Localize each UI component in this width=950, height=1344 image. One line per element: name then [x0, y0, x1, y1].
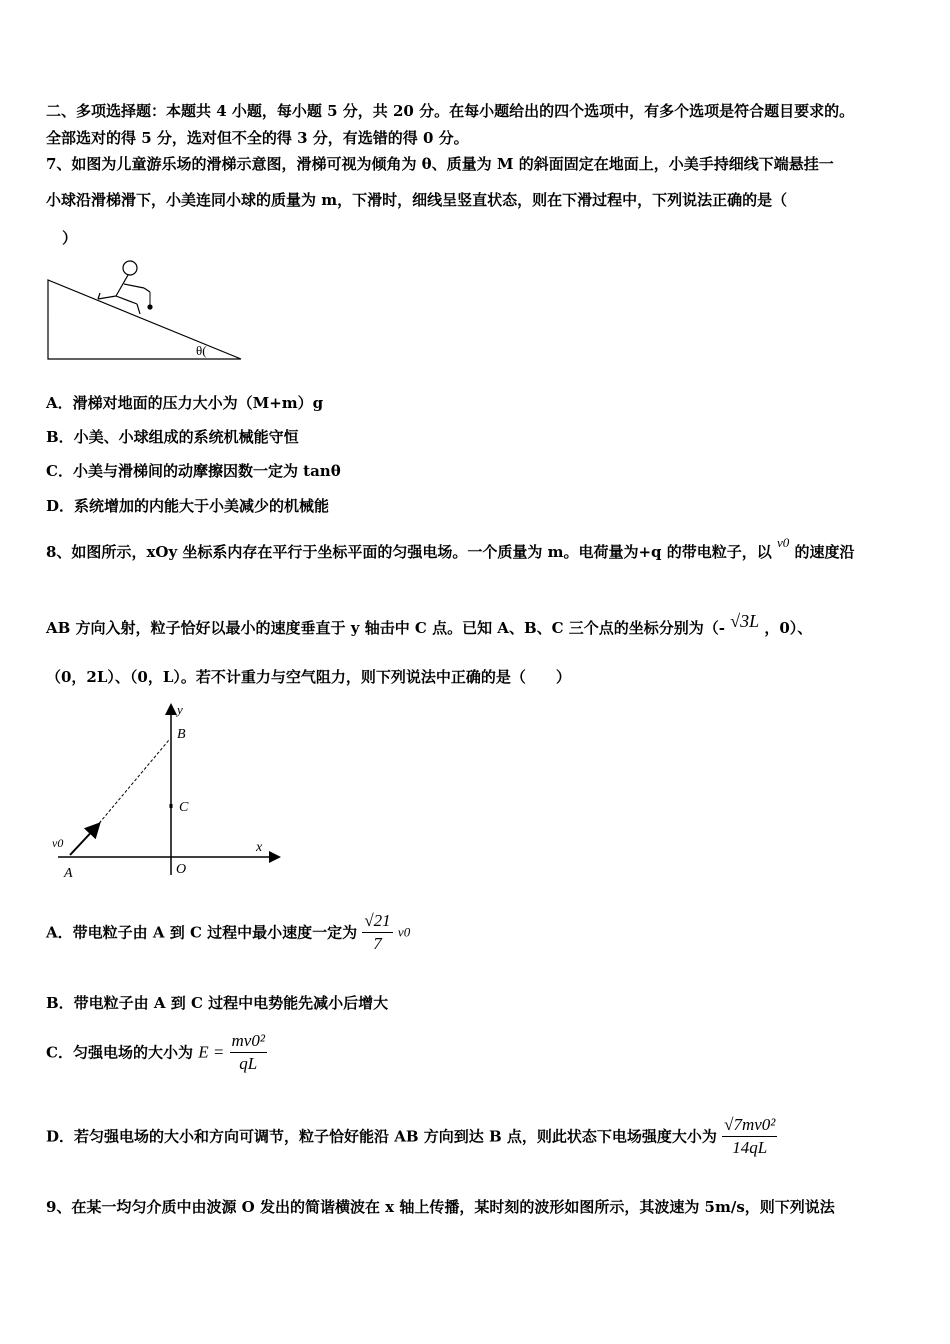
label-y: y: [177, 702, 183, 717]
q8-sqrt3L: √3L: [730, 611, 760, 631]
q8-line1-text-a: 8、如图所示，xOy 坐标系内存在平行于坐标平面的匀强电场。一个质量为 m。电荷量为+q 的带电粒子，以: [46, 543, 772, 561]
velocity-arrow: [70, 825, 98, 855]
q8-coordinate-figure: [48, 700, 288, 885]
q8-option-c-numerator: mv0²: [230, 1030, 267, 1053]
q8-option-a-fraction: [362, 910, 392, 955]
q8-option-c-text: C．匀强电场的大小为: [46, 1043, 193, 1062]
label-v0: v0: [52, 836, 64, 850]
q8-option-d-denominator: 14qL: [732, 1138, 768, 1157]
q7-option-b: B．小美、小球组成的系统机械能守恒: [46, 428, 299, 446]
path-AB-dashed: [96, 740, 169, 827]
q8-option-c-denominator: qL: [239, 1054, 258, 1073]
label-A: A: [64, 866, 73, 881]
q8-option-c-lhs: E =: [198, 1042, 225, 1062]
q7-stem-line1: 7、如图为儿童游乐场的滑梯示意图，滑梯可视为倾角为 θ、质量为 M 的斜面固定在地面上，小美手持细线下端悬挂一: [46, 155, 834, 173]
q8-line2-text-a: AB 方向入射，粒子恰好以最小的速度垂直于 y 轴击中 C 点。已知 A、B、C 三个点的坐标分别为（-: [46, 619, 726, 637]
q7-angle-label: θ(: [196, 343, 207, 358]
q9-stem-line1: 9、在某一均匀介质中由波源 O 发出的简谐横波在 x 轴上传播，某时刻的波形如图所示，其波速为 5m/s，则下列说法: [46, 1198, 835, 1216]
q8-option-a-v0: v0: [397, 924, 411, 940]
section-header-line1: 二、多项选择题：本题共 4 小题，每小题 5 分，共 20 分。在每小题给出的四个选项中，有多个选项是符合题目要求的。: [46, 102, 855, 120]
label-B: B: [177, 727, 186, 742]
label-C: C: [179, 800, 189, 815]
q8-stem-line3: （0，2L）、（0，L）。若不计重力与空气阻力，则下列说法中正确的是（ ）: [46, 668, 571, 686]
q8-stem-line1: [46, 535, 855, 563]
hanging-ball: [147, 304, 152, 309]
q7-stem-line2: 小球沿滑梯滑下，小美连同小球的质量为 m，下滑时，细线呈竖直状态，则在下滑过程中，下列说法正确的是（: [46, 191, 788, 209]
section-header-line2: 全部选对的得 5 分，选对但不全的得 3 分，有选错的得 0 分。: [46, 129, 469, 147]
girl-head: [123, 261, 137, 275]
q8-option-a-numerator: √21: [362, 910, 392, 933]
q7-option-a: A．滑梯对地面的压力大小为（M+m）g: [46, 394, 324, 412]
q7-option-d: D．系统增加的内能大于小美减少的机械能: [46, 497, 330, 515]
q8-option-d: [46, 1114, 777, 1159]
q8-option-d-text: D．若匀强电场的大小和方向可调节，粒子恰好能沿 AB 方向到达 B 点，则此状态下电场强度大小为: [46, 1127, 717, 1146]
q8-line2-text-b: ，0）、: [764, 619, 813, 637]
q8-option-a-text: A．带电粒子由 A 到 C 过程中最小速度一定为: [46, 923, 358, 942]
q8-v0-symbol: v0: [777, 535, 790, 550]
q8-line1-text-b: 的速度沿: [794, 543, 855, 561]
q8-option-b: B．带电粒子由 A 到 C 过程中电势能先减小后增大: [46, 994, 389, 1012]
q8-option-c: [46, 1030, 267, 1075]
q8-option-d-fraction: [722, 1114, 777, 1159]
q8-option-a-denominator: 7: [373, 934, 382, 953]
q7-stem-line3: ）: [62, 229, 78, 247]
q8-option-a: [46, 910, 410, 955]
q8-stem-line2: [46, 611, 813, 638]
q7-slide-figure: [44, 258, 254, 364]
label-O: O: [176, 862, 187, 877]
q7-option-c: C．小美与滑梯间的动摩擦因数一定为 tanθ: [46, 462, 341, 480]
q8-option-c-fraction: [230, 1030, 267, 1075]
label-x: x: [256, 840, 263, 855]
slide-incline: [48, 280, 241, 359]
q8-option-d-numerator: √7mv0²: [722, 1114, 777, 1137]
